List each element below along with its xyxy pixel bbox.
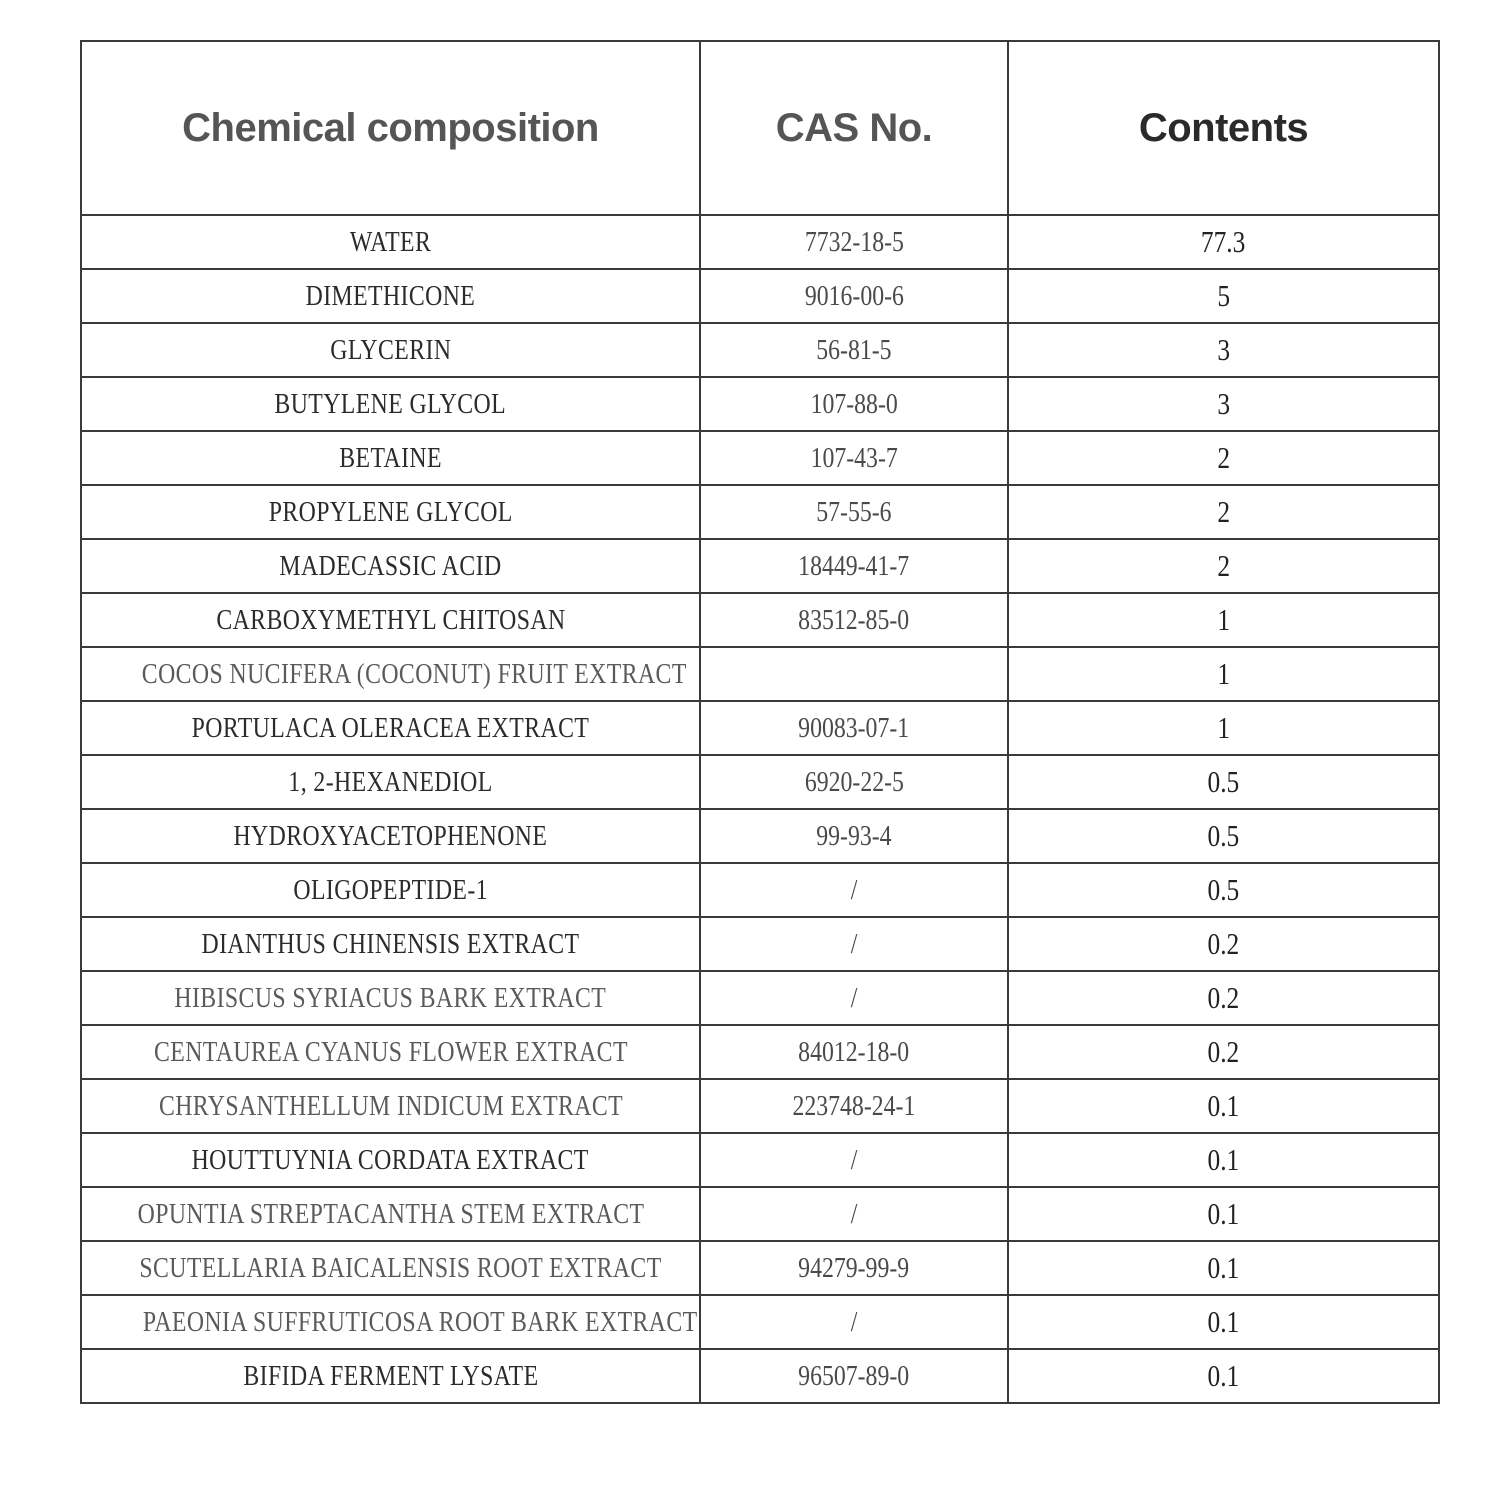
cas-number: 94279-99-9 <box>798 1251 910 1284</box>
chemical-name: MADECASSIC ACID <box>279 549 502 582</box>
header-contents: Contents <box>1008 41 1439 215</box>
table-row <box>81 647 1439 701</box>
chemical-name: PAEONIA SUFFRUTICOSA ROOT BARK EXTRACT <box>142 1305 698 1338</box>
cas-number-cell <box>700 215 1008 269</box>
composition-table-container <box>80 40 1438 1404</box>
table-row <box>81 323 1439 377</box>
cas-number: 99-93-4 <box>816 819 892 852</box>
chemical-name-cell <box>81 1187 700 1241</box>
chemical-name-cell <box>81 809 700 863</box>
chemical-name-cell <box>81 755 700 809</box>
content-value-cell <box>1008 323 1439 377</box>
chemical-name-cell <box>81 971 700 1025</box>
table-row <box>81 377 1439 431</box>
content-value: 1 <box>1217 602 1230 637</box>
content-value: 2 <box>1217 548 1230 583</box>
chemical-name: HOUTTUYNIA CORDATA EXTRACT <box>191 1143 590 1176</box>
table-row <box>81 215 1439 269</box>
content-value: 0.2 <box>1207 980 1240 1015</box>
cas-number: 84012-18-0 <box>798 1035 910 1068</box>
cas-number: 56-81-5 <box>816 333 892 366</box>
content-value: 0.1 <box>1207 1250 1240 1285</box>
content-value-cell <box>1008 1187 1439 1241</box>
cas-number-cell <box>700 1079 1008 1133</box>
chemical-name-cell <box>81 1241 700 1295</box>
chemical-name: PROPYLENE GLYCOL <box>268 495 513 528</box>
header-chemical-composition: Chemical composition <box>81 41 700 215</box>
content-value-cell <box>1008 647 1439 701</box>
content-value: 0.1 <box>1207 1088 1240 1123</box>
table-row <box>81 809 1439 863</box>
cas-number: 18449-41-7 <box>798 549 910 582</box>
cas-number-cell <box>700 377 1008 431</box>
cas-number-cell <box>700 809 1008 863</box>
cas-number: 107-43-7 <box>810 441 898 474</box>
header-row <box>81 41 1439 215</box>
content-value: 0.1 <box>1207 1196 1240 1231</box>
chemical-name-cell <box>81 377 700 431</box>
content-value-cell <box>1008 215 1439 269</box>
chemical-name-cell <box>81 485 700 539</box>
chemical-name: OLIGOPEPTIDE-1 <box>293 873 488 906</box>
composition-table <box>80 40 1440 1404</box>
content-value-cell <box>1008 1295 1439 1349</box>
content-value: 0.2 <box>1207 926 1240 961</box>
cas-number-cell <box>700 431 1008 485</box>
content-value-cell <box>1008 539 1439 593</box>
cas-number: / <box>850 1143 858 1176</box>
chemical-name: HYDROXYACETOPHENONE <box>233 819 548 852</box>
chemical-name-cell <box>81 269 700 323</box>
chemical-name: CENTAUREA CYANUS FLOWER EXTRACT <box>153 1035 628 1068</box>
chemical-name-cell <box>81 1295 700 1349</box>
content-value: 2 <box>1217 440 1230 475</box>
content-value-cell <box>1008 377 1439 431</box>
content-value-cell <box>1008 1349 1439 1403</box>
cas-number-cell <box>700 269 1008 323</box>
cas-number-cell <box>700 863 1008 917</box>
chemical-name: WATER <box>349 225 432 258</box>
cas-number: 57-55-6 <box>816 495 892 528</box>
chemical-name-cell <box>81 593 700 647</box>
content-value: 0.1 <box>1207 1142 1240 1177</box>
table-row <box>81 1349 1439 1403</box>
chemical-name: CHRYSANTHELLUM INDICUM EXTRACT <box>158 1089 623 1122</box>
content-value: 0.2 <box>1207 1034 1240 1069</box>
chemical-name-cell <box>81 431 700 485</box>
chemical-name: BETAINE <box>339 441 442 474</box>
cas-number-cell <box>700 971 1008 1025</box>
table-row <box>81 539 1439 593</box>
table-row <box>81 1241 1439 1295</box>
cas-number-cell <box>700 539 1008 593</box>
content-value: 0.1 <box>1207 1358 1240 1393</box>
table-row <box>81 485 1439 539</box>
content-value: 2 <box>1217 494 1230 529</box>
content-value: 3 <box>1217 386 1230 421</box>
chemical-name: GLYCERIN <box>329 333 452 366</box>
content-value-cell <box>1008 593 1439 647</box>
cas-number-cell <box>700 1295 1008 1349</box>
cas-number: 83512-85-0 <box>798 603 910 636</box>
chemical-name-cell <box>81 539 700 593</box>
cas-number-cell <box>700 323 1008 377</box>
content-value-cell <box>1008 971 1439 1025</box>
chemical-name-cell <box>81 323 700 377</box>
content-value-cell <box>1008 917 1439 971</box>
table-row <box>81 1187 1439 1241</box>
cas-number-cell <box>700 701 1008 755</box>
content-value-cell <box>1008 1133 1439 1187</box>
cas-number: / <box>850 927 858 960</box>
chemical-name-cell <box>81 1079 700 1133</box>
cas-number-cell <box>700 1025 1008 1079</box>
cas-number-cell <box>700 917 1008 971</box>
cas-number-cell <box>700 1241 1008 1295</box>
content-value-cell <box>1008 485 1439 539</box>
chemical-name: COCOS NUCIFERA (COCONUT) FRUIT EXTRACT <box>141 657 687 690</box>
table-row <box>81 1025 1439 1079</box>
cas-number: 223748-24-1 <box>792 1089 916 1122</box>
chemical-name-cell <box>81 863 700 917</box>
table-row <box>81 593 1439 647</box>
table-row <box>81 1295 1439 1349</box>
content-value: 5 <box>1217 278 1230 313</box>
chemical-name-cell <box>81 701 700 755</box>
chemical-name-cell <box>81 1133 700 1187</box>
chemical-name-cell <box>81 917 700 971</box>
content-value-cell <box>1008 863 1439 917</box>
chemical-name: BUTYLENE GLYCOL <box>274 387 507 420</box>
chemical-name: CARBOXYMETHYL CHITOSAN <box>215 603 566 636</box>
chemical-name: BIFIDA FERMENT LYSATE <box>242 1359 539 1392</box>
chemical-name: OPUNTIA STREPTACANTHA STEM EXTRACT <box>137 1197 645 1230</box>
table-row <box>81 755 1439 809</box>
content-value: 1 <box>1217 710 1230 745</box>
cas-number-cell <box>700 755 1008 809</box>
table-row <box>81 917 1439 971</box>
content-value-cell <box>1008 431 1439 485</box>
cas-number: 96507-89-0 <box>798 1359 910 1392</box>
cas-number: / <box>850 873 858 906</box>
chemical-name: PORTULACA OLERACEA EXTRACT <box>191 711 590 744</box>
cas-number: 9016-00-6 <box>804 279 904 312</box>
content-value-cell <box>1008 809 1439 863</box>
content-value-cell <box>1008 701 1439 755</box>
content-value: 3 <box>1217 332 1230 367</box>
chemical-name-cell <box>81 647 700 701</box>
cas-number-cell <box>700 1187 1008 1241</box>
table-row <box>81 701 1439 755</box>
cas-number: / <box>850 981 858 1014</box>
cas-number: 7732-18-5 <box>804 225 904 258</box>
content-value: 0.5 <box>1207 818 1240 853</box>
content-value: 77.3 <box>1201 224 1246 259</box>
chemical-name-cell <box>81 1025 700 1079</box>
content-value-cell <box>1008 1079 1439 1133</box>
cas-number: / <box>850 1305 858 1338</box>
chemical-name-cell <box>81 1349 700 1403</box>
chemical-name: 1, 2-HEXANEDIOL <box>288 765 493 798</box>
cas-number-cell <box>700 1133 1008 1187</box>
chemical-name: DIMETHICONE <box>305 279 476 312</box>
content-value: 1 <box>1217 656 1230 691</box>
cas-number-cell <box>700 593 1008 647</box>
header-cas-no: CAS No. <box>700 41 1008 215</box>
content-value-cell <box>1008 1241 1439 1295</box>
chemical-name-cell <box>81 215 700 269</box>
cas-number-cell <box>700 647 1008 701</box>
chemical-name: SCUTELLARIA BAICALENSIS ROOT EXTRACT <box>139 1251 662 1284</box>
chemical-name: DIANTHUS CHINENSIS EXTRACT <box>201 927 580 960</box>
content-value: 0.1 <box>1207 1304 1240 1339</box>
cas-number: 90083-07-1 <box>798 711 910 744</box>
table-row <box>81 971 1439 1025</box>
content-value-cell <box>1008 755 1439 809</box>
table-row <box>81 1133 1439 1187</box>
content-value-cell <box>1008 1025 1439 1079</box>
cas-number: 6920-22-5 <box>804 765 904 798</box>
table-row <box>81 269 1439 323</box>
cas-number-cell <box>700 1349 1008 1403</box>
table-row <box>81 863 1439 917</box>
table-row <box>81 1079 1439 1133</box>
table-row <box>81 431 1439 485</box>
content-value: 0.5 <box>1207 872 1240 907</box>
cas-number: / <box>850 1197 858 1230</box>
cas-number-cell <box>700 485 1008 539</box>
content-value-cell <box>1008 269 1439 323</box>
content-value: 0.5 <box>1207 764 1240 799</box>
chemical-name: HIBISCUS SYRIACUS BARK EXTRACT <box>174 981 607 1014</box>
cas-number: 107-88-0 <box>810 387 898 420</box>
table-body <box>81 215 1439 1403</box>
